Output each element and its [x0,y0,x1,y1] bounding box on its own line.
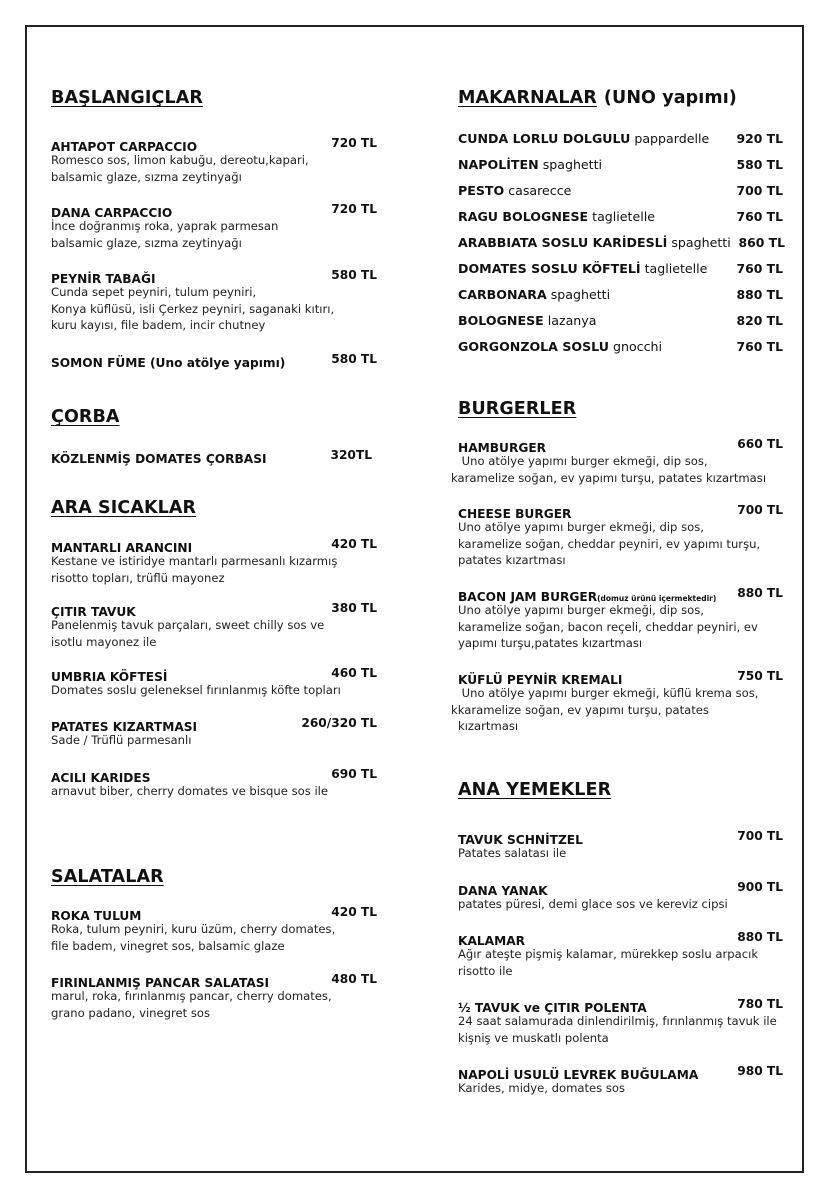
item-description-line: Ağır ateşte pişmiş kalamar, mürekkep soslu arpacık [458,947,759,961]
item-name: FIRINLANMIŞ PANCAR SALATASI [51,976,270,990]
item-description-line: karamelize soğan, ev yapımı turşu, patates kızartması [451,470,767,485]
item-name: PATATES KIZARTMASI [51,720,198,734]
item-price: 420 TL [331,905,377,919]
pasta-type: casarecce [508,183,572,198]
section-title-burgerler: BURGERLER [458,399,577,419]
item-price: 760 TL [736,261,783,276]
item-description-line: kkaramelize soğan, ev yapımı turşu, patates [451,702,709,717]
menu-item [51,666,377,699]
pasta-name: NAPOLİTEN [458,157,539,172]
item-description-line: Romesco sos, limon kabuğu, dereotu,kapari, [51,153,309,167]
pasta-type: spaghetti [542,157,603,172]
item-description-line: isotlu mayonez ile [51,634,157,649]
pasta-type: taglietelle [592,209,655,224]
item-description-line: Patates salatası ile [458,846,567,860]
item-name: KÖZLENMİŞ DOMATES ÇORBASI [51,452,267,466]
menu-item [51,268,377,334]
item-description-line: İnce doğranmış roka, yaprak parmesan [51,219,279,233]
pasta-name: CUNDA LORLU DOLGULU [458,131,631,146]
item-name: KÜFLÜ PEYNİR KREMALI [458,673,623,687]
item-name: DANA CARPACCIO [51,206,173,220]
item-name: NAPOLİ USULÜ LEVREK BUĞULAMA [458,1068,699,1082]
item-note: (domuz ürünü içermektedir) [597,594,717,603]
item-description-line: Cunda sepet peyniri, tulum peyniri, [51,285,257,299]
item-name: HAMBURGER [458,441,547,455]
item-name: PEYNİR TABAĞI [51,272,156,286]
pasta-type: spaghetti [550,287,611,302]
item-price: 820 TL [736,313,783,328]
section-title-salatalar: SALATALAR [51,867,164,887]
item-description-line: Uno atölye yapımı burger ekmeği, küflü krema sos, [458,686,759,700]
item-price: 580 TL [736,157,783,172]
item-name: SOMON FÜME (Uno atölye yapımı) [51,356,286,370]
item-description-line: Karides, midye, domates sos [458,1081,626,1095]
menu-item [51,352,377,368]
item-name: ½ TAVUK ve ÇITIR POLENTA [458,1001,647,1015]
menu-item [458,997,790,1046]
item-price: 780 TL [737,997,783,1011]
pasta-item [458,287,790,305]
item-price: 760 TL [736,209,783,224]
item-price: 720 TL [331,202,377,216]
menu-item [51,448,377,464]
item-description-line: balsamic glaze, sızma zeytinyağı [51,169,242,184]
item-price: 380 TL [331,601,377,615]
pasta-name: BOLOGNESE [458,313,544,328]
pasta-item [458,235,790,253]
item-price: 460 TL [331,666,377,680]
item-price: 690 TL [331,767,377,781]
menu-item [51,202,377,251]
item-description-line: Domates soslu geleneksel fırınlanmış köfte topları [51,683,341,697]
menu-item [51,767,377,800]
item-price: 420 TL [331,537,377,551]
item-name: TAVUK SCHNİTZEL [458,833,583,847]
section-title-ana-yemekler: ANA YEMEKLER [458,780,612,800]
menu-item [451,437,790,486]
item-description-line: file badem, vinegret sos, balsamic glaze [51,938,285,953]
pasta-item [458,261,790,279]
pasta-item [458,313,790,331]
menu-item [458,880,790,913]
pasta-name: RAGU BOLOGNESE [458,209,589,224]
item-price: 580 TL [331,352,377,366]
item-description-line: Panelenmiş tavuk parçaları, sweet chilly sos ve [51,618,325,632]
item-price: 660 TL [737,437,783,451]
item-price: 700 TL [737,503,783,517]
pasta-name: CARBONARA [458,287,547,302]
item-name: AHTAPOT CARPACCIO [51,140,198,154]
item-price: 760 TL [736,339,783,354]
menu-item [458,1064,790,1097]
menu-item [458,829,790,862]
item-name-text: BACON JAM BURGER [458,590,598,604]
item-name: ROKA TULUM [51,909,142,923]
item-name: DANA YANAK [458,884,548,898]
item-price: 700 TL [737,829,783,843]
pasta-type: pappardelle [634,131,710,146]
item-description-line: Uno atölye yapımı burger ekmeği, dip sos, [458,603,704,617]
item-description-line: Kestane ve istiridye mantarlı parmesanlı kızarmış [51,554,338,568]
pasta-type: lazanya [547,313,597,328]
item-description-line: balsamic glaze, sızma zeytinyağı [51,235,242,250]
item-description-line: kuru kayısı, file badem, incir chutney [51,318,266,332]
item-description-line: karamelize soğan, cheddar peyniri, ev yapımı turşu, [458,536,761,551]
section-title-baslangiclar: BAŞLANGIÇLAR [51,88,203,108]
item-description-line: Uno atölye yapımı burger ekmeği, dip sos, [458,520,704,534]
item-price: 720 TL [331,136,377,150]
item-description-line: arnavut biber, cherry domates ve bisque sos ile [51,784,329,798]
menu-item [451,669,790,735]
item-description-line: Roka, tulum peyniri, kuru üzüm, cherry domates, [51,922,336,936]
item-price: 880 TL [736,287,783,302]
pasta-type: taglietelle [644,261,708,276]
item-description-line: Konya küflüsü, isli Çerkez peyniri, saganaki kıtırı, [51,301,335,316]
item-price: 320TL [330,448,372,462]
menu-item [51,601,377,650]
item-description-line: Uno atölye yapımı burger ekmeği, dip sos, [458,454,708,468]
item-name [458,590,716,604]
item-price: 860 TL [738,235,785,250]
item-price: 880 TL [737,930,783,944]
item-price: 480 TL [331,972,377,986]
item-name: KALAMAR [458,934,526,948]
item-description-line: marul, roka, fırınlanmış pancar, cherry domates, [51,989,332,1003]
item-description-line: grano padano, vinegret sos [51,1005,211,1020]
pasta-item [458,209,790,227]
pasta-item [458,339,790,357]
section-title-text: MAKARNALAR [458,88,597,108]
item-description-line: Sade / Trüflü parmesanlı [51,733,192,747]
item-price: 700 TL [736,183,783,198]
menu-item [458,503,790,569]
menu-item [51,972,377,1021]
item-price: 260/320 TL [301,716,377,730]
menu-item [51,537,377,586]
pasta-name: GORGONZOLA SOSLU [458,339,609,354]
pasta-name: ARABBIATA SOSLU KARİDESLİ [458,235,668,250]
section-title-corba: ÇORBA [51,407,120,427]
item-name: CHEESE BURGER [458,507,572,521]
pasta-item [458,131,790,149]
item-price: 580 TL [331,268,377,282]
item-description-line: karamelize soğan, bacon reçeli, cheddar peyniri, ev [458,619,758,634]
item-name: MANTARLI ARANCINI [51,541,193,555]
item-description-line: patates kızartması [458,553,566,567]
pasta-name: DOMATES SOSLU KÖFTELİ [458,261,641,276]
item-description-line: yapımı turşu,patates kızartması [458,636,643,650]
section-title-makarnalar [458,88,737,108]
item-price: 980 TL [737,1064,783,1078]
pasta-name: PESTO [458,183,505,198]
item-description-line: kızartması [458,719,519,733]
item-price: 920 TL [736,131,783,146]
item-price: 900 TL [737,880,783,894]
item-price: 750 TL [737,669,783,683]
pasta-item [458,183,790,201]
item-description-line: risotto ile [458,963,513,978]
menu-item [51,905,377,954]
pasta-type: gnocchi [612,339,662,354]
menu-item [51,136,377,185]
section-subtitle: (UNO yapımı) [603,88,737,108]
item-name: UMBRIA KÖFTESİ [51,670,168,684]
menu-item [51,716,377,749]
item-name: ÇITIR TAVUK [51,605,136,619]
pasta-item [458,157,790,175]
pasta-type: spaghetti [671,235,731,250]
item-name: ACILI KARIDES [51,771,151,785]
menu-item [458,930,790,979]
item-description-line: kişniş ve muskatlı polenta [458,1030,609,1045]
menu-item [458,586,790,652]
item-description-line: 24 saat salamurada dinlendirilmiş, fırınlanmış tavuk ile [458,1014,777,1028]
item-description-line: patates püresi, demi glace sos ve kereviz cipsi [458,897,728,911]
section-title-ara-sicaklar: ARA SICAKLAR [51,498,197,518]
item-description-line: risotto topları, trüflü mayonez [51,570,225,585]
item-price: 880 TL [737,586,783,600]
